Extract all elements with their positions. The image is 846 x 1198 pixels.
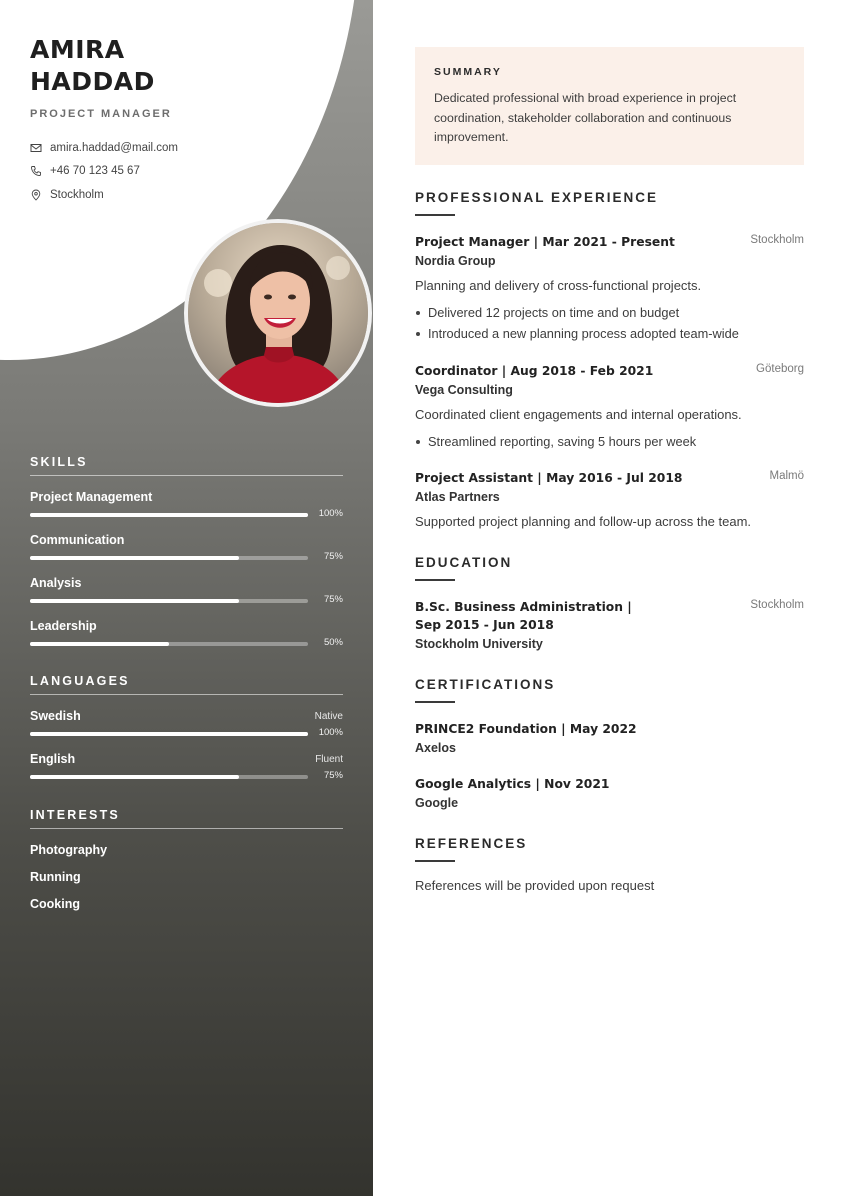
skill-percent: 100% <box>318 508 343 519</box>
experience-entry <box>415 233 804 344</box>
entry-location: Malmö <box>769 470 804 482</box>
entry-description: Supported project planning and follow-up across the team. <box>415 514 752 529</box>
language-bar-fill <box>30 732 308 736</box>
entry-organization: Stockholm University <box>415 637 543 651</box>
first-name: AMIRA <box>30 35 125 64</box>
skill-name: Communication <box>30 533 125 547</box>
last-name: HADDAD <box>30 67 155 96</box>
language-item <box>30 738 343 781</box>
entry-title-line2: Sep 2015 - Jun 2018 <box>415 618 554 632</box>
entry-title: Project Assistant | May 2016 - Jul 2018 <box>415 471 683 485</box>
entry-bullets <box>415 431 804 452</box>
languages-section <box>30 674 343 781</box>
skill-item <box>30 476 343 519</box>
job-title: PROJECT MANAGER <box>30 108 172 120</box>
experience-heading: PROFESSIONAL EXPERIENCE <box>415 190 659 205</box>
skill-item <box>30 519 343 562</box>
entry-description: Planning and delivery of cross-functional projects. <box>415 278 702 293</box>
bullet-item: Introduced a new planning process adopted team-wide <box>415 323 804 344</box>
skill-bar <box>30 642 308 646</box>
skill-bar-fill <box>30 513 308 517</box>
education-entry <box>415 598 804 654</box>
skill-bar-fill <box>30 599 239 603</box>
languages-heading: LANGUAGES <box>30 674 343 695</box>
language-bar <box>30 775 308 779</box>
contact-email[interactable] <box>30 136 350 160</box>
experience-entry <box>415 362 804 452</box>
skill-name: Leadership <box>30 619 97 633</box>
certification-entry <box>415 775 804 813</box>
profile-header <box>30 34 350 207</box>
interests-list <box>30 837 343 918</box>
language-bar-fill <box>30 775 239 779</box>
language-percent: 75% <box>323 770 343 781</box>
language-item <box>30 695 343 738</box>
contact-location <box>30 183 350 207</box>
skill-percent: 75% <box>323 551 343 562</box>
skill-item <box>30 562 343 605</box>
skill-percent: 50% <box>323 637 343 648</box>
certifications-heading: CERTIFICATIONS <box>415 677 556 692</box>
contact-list <box>30 136 350 207</box>
candidate-name <box>30 34 350 98</box>
entry-organization: Nordia Group <box>415 254 496 268</box>
phone-icon <box>30 165 42 177</box>
bullet-item: Streamlined reporting, saving 5 hours per week <box>415 431 804 452</box>
education-rule <box>415 579 455 581</box>
interests-section <box>30 808 343 918</box>
entry-title: Google Analytics | Nov 2021 <box>415 777 610 791</box>
references-text: References will be provided upon request <box>415 878 655 893</box>
experience-rule <box>415 214 455 216</box>
entry-organization: Google <box>415 796 459 810</box>
skill-name: Project Management <box>30 490 153 504</box>
skills-heading: SKILLS <box>30 455 343 476</box>
skills-section <box>30 455 343 648</box>
entry-organization: Vega Consulting <box>415 383 513 397</box>
mail-icon <box>30 142 42 154</box>
language-proficiency: Fluent <box>315 754 343 765</box>
language-proficiency: Native <box>314 711 343 722</box>
phone-text: +46 70 123 45 67 <box>50 165 140 178</box>
skill-bar-fill <box>30 642 169 646</box>
interest-item: Photography <box>30 843 108 857</box>
skill-bar <box>30 599 308 603</box>
skill-bar <box>30 513 308 517</box>
entry-location: Stockholm <box>750 599 804 611</box>
certification-entry <box>415 720 804 758</box>
interest-item: Running <box>30 870 81 884</box>
entry-title: Project Manager | Mar 2021 - Present <box>415 235 675 249</box>
skill-bar-fill <box>30 556 239 560</box>
interest-item: Cooking <box>30 897 80 911</box>
entry-organization: Axelos <box>415 741 456 755</box>
summary-text: Dedicated professional with broad experience in project coordination, stakeholder collaboration and continuous improvement. <box>434 91 737 144</box>
summary-box <box>415 47 804 165</box>
summary-heading: SUMMARY <box>434 66 502 78</box>
location-pin-icon <box>30 189 42 201</box>
skill-item <box>30 605 343 648</box>
entry-title-line1: B.Sc. Business Administration | <box>415 600 632 614</box>
education-heading: EDUCATION <box>415 555 513 570</box>
sidebar <box>0 0 373 1196</box>
language-bar <box>30 732 308 736</box>
location-text: Stockholm <box>50 188 104 201</box>
language-name: Swedish <box>30 709 81 723</box>
entry-location: Stockholm <box>750 234 804 246</box>
language-percent: 100% <box>318 727 343 738</box>
references-heading: REFERENCES <box>415 836 528 851</box>
entry-organization: Atlas Partners <box>415 490 500 504</box>
certifications-rule <box>415 701 455 703</box>
languages-list <box>30 695 343 781</box>
portrait-illustration <box>188 223 368 403</box>
references-rule <box>415 860 455 862</box>
entry-location: Göteborg <box>756 363 804 375</box>
skill-bar <box>30 556 308 560</box>
bullet-item: Delivered 12 projects on time and on budget <box>415 302 804 323</box>
interests-heading: INTERESTS <box>30 808 343 829</box>
skill-name: Analysis <box>30 576 82 590</box>
experience-entry <box>415 469 804 531</box>
entry-title: PRINCE2 Foundation | May 2022 <box>415 722 637 736</box>
profile-photo <box>184 219 372 407</box>
skill-percent: 75% <box>323 594 343 605</box>
entry-bullets <box>415 302 804 344</box>
entry-description: Coordinated client engagements and internal operations. <box>415 407 742 422</box>
skills-list <box>30 476 343 648</box>
entry-title: Coordinator | Aug 2018 - Feb 2021 <box>415 364 654 378</box>
language-name: English <box>30 752 76 766</box>
email-text: amira.haddad@mail.com <box>50 141 179 154</box>
contact-phone[interactable] <box>30 160 350 184</box>
